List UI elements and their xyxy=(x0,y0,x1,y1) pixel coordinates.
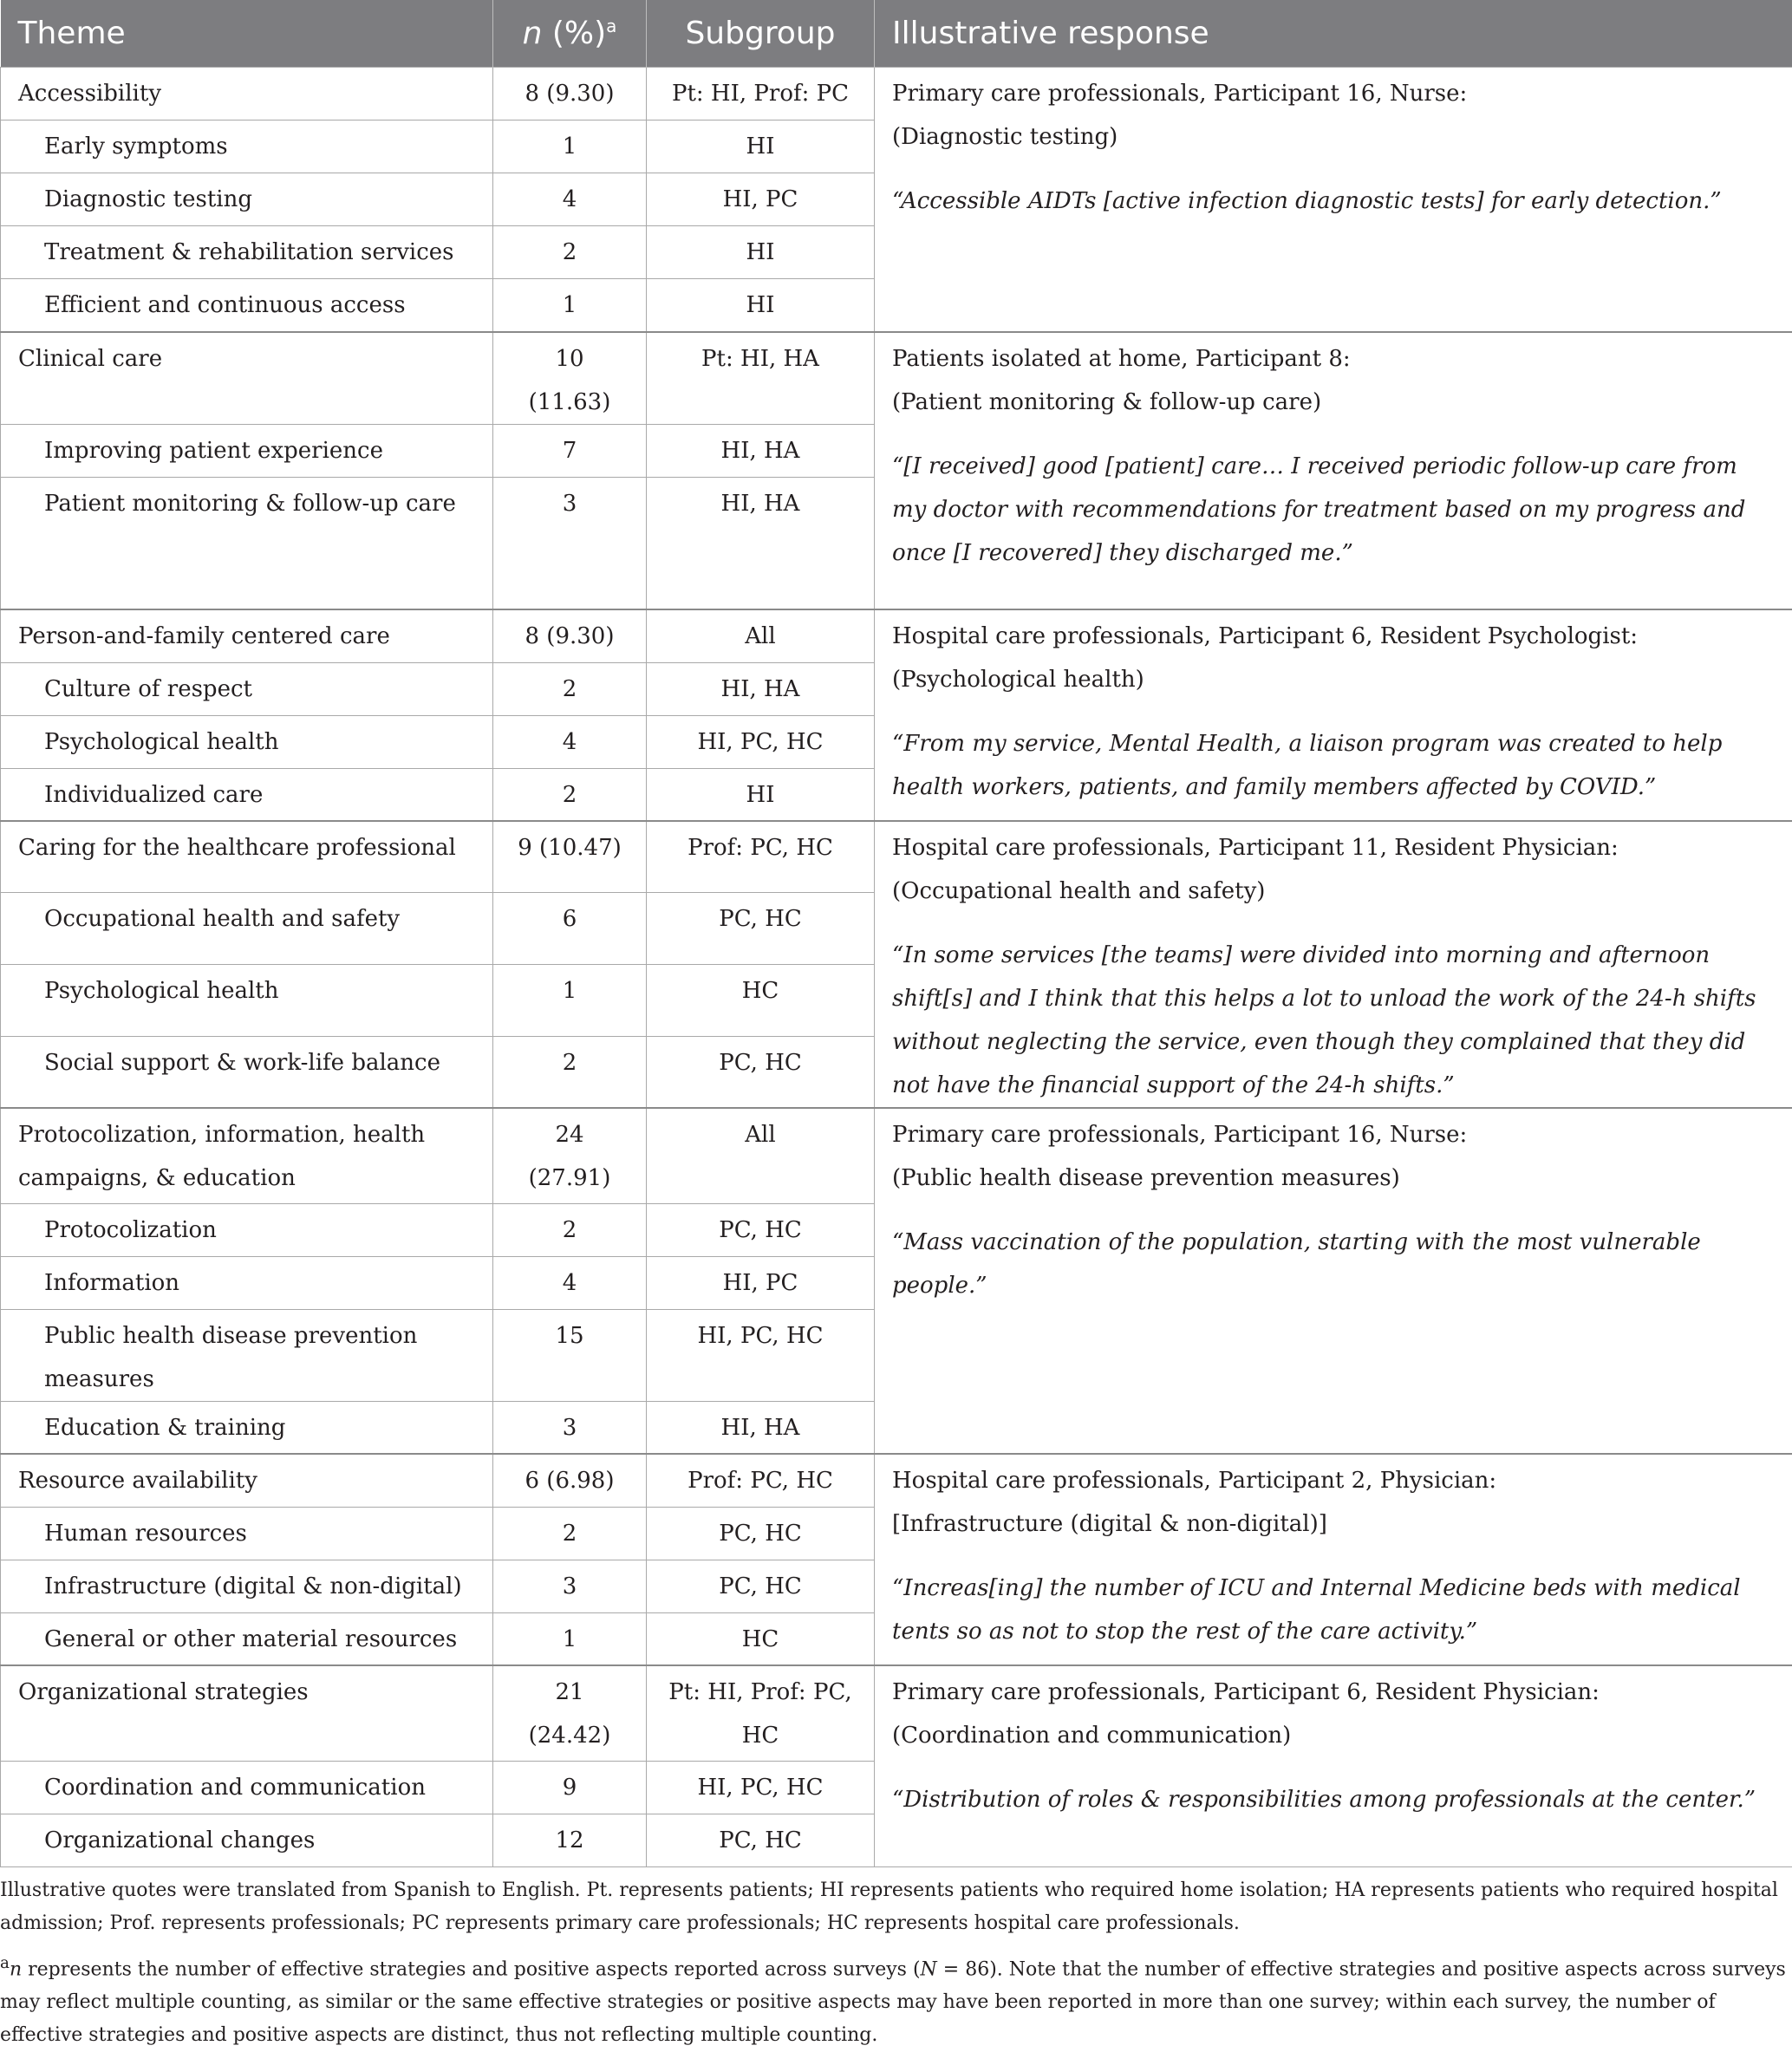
subtheme-subgroup: HC xyxy=(647,965,875,1037)
subtheme-name: Psychological health xyxy=(1,965,493,1037)
theme-name: Caring for the healthcare professional xyxy=(1,821,493,893)
subtheme-n: 2 xyxy=(493,1203,647,1256)
theme-row xyxy=(1,821,1792,893)
theme-n: 10 (11.63) xyxy=(493,332,647,425)
header-n xyxy=(493,0,647,68)
subtheme-name: Occupational health and safety xyxy=(1,893,493,965)
subtheme-subgroup: HI, HA xyxy=(647,1401,875,1454)
theme-subgroup: Pt: HI, HA xyxy=(647,332,875,425)
theme-subgroup: Pt: HI, Prof: PC, HC xyxy=(647,1665,875,1761)
illustrative-response xyxy=(875,1665,1792,1866)
illustrative-response xyxy=(875,68,1792,332)
response-category: (Public health disease prevention measures) xyxy=(892,1156,1775,1200)
theme-name: Person-and-family centered care xyxy=(1,609,493,662)
response-quote: “Mass vaccination of the population, starting with the most vulnerable people.” xyxy=(892,1221,1775,1307)
response-category: (Coordination and communication) xyxy=(892,1714,1775,1757)
subtheme-name: Infrastructure (digital & non-digital) xyxy=(1,1560,493,1612)
subtheme-name: General or other material resources xyxy=(1,1612,493,1665)
subtheme-name: Early symptoms xyxy=(1,121,493,173)
theme-row xyxy=(1,68,1792,121)
subtheme-n: 2 xyxy=(493,662,647,715)
subtheme-n: 15 xyxy=(493,1309,647,1401)
response-source: Patients isolated at home, Participant 8: xyxy=(892,337,1775,381)
subtheme-name: Improving patient experience xyxy=(1,424,493,477)
subtheme-n: 6 xyxy=(493,893,647,965)
subtheme-name: Efficient and continuous access xyxy=(1,279,493,332)
subtheme-name: Information xyxy=(1,1256,493,1309)
header-row xyxy=(1,0,1792,68)
subtheme-name: Individualized care xyxy=(1,768,493,821)
subtheme-name: Coordination and communication xyxy=(1,1761,493,1814)
subtheme-subgroup: PC, HC xyxy=(647,1036,875,1108)
header-subgroup: Subgroup xyxy=(647,0,875,68)
subtheme-n: 2 xyxy=(493,1036,647,1108)
response-source: Hospital care professionals, Participant 11, Resident Physician: xyxy=(892,826,1775,870)
footnote-text-1: represents the number of effective strategies and positive aspects reported across surveys ( xyxy=(22,1958,920,1980)
subtheme-n: 2 xyxy=(493,1507,647,1560)
illustrative-response xyxy=(875,1454,1792,1665)
theme-subgroup: Prof: PC, HC xyxy=(647,821,875,893)
subtheme-name: Diagnostic testing xyxy=(1,173,493,226)
theme-n: 9 (10.47) xyxy=(493,821,647,893)
subtheme-n: 12 xyxy=(493,1814,647,1866)
subtheme-n: 1 xyxy=(493,1612,647,1665)
subtheme-name: Social support & work-life balance xyxy=(1,1036,493,1108)
illustrative-response xyxy=(875,821,1792,1108)
response-category: [Infrastructure (digital & non-digital)] xyxy=(892,1502,1775,1546)
response-source: Primary care professionals, Participant 16, Nurse: xyxy=(892,72,1775,115)
subtheme-subgroup: HI, PC, HC xyxy=(647,715,875,768)
theme-n: 21 (24.42) xyxy=(493,1665,647,1761)
header-response: Illustrative response xyxy=(875,0,1792,68)
response-quote: “[I received] good [patient] care… I received periodic follow-up care from my doctor with recommendations for treatment based on my progress and once [I recovered] they discharged me.” xyxy=(892,445,1775,575)
illustrative-response xyxy=(875,1108,1792,1454)
subtheme-name: Patient monitoring & follow-up care xyxy=(1,477,493,609)
theme-row xyxy=(1,1108,1792,1203)
theme-row xyxy=(1,332,1792,425)
subtheme-subgroup: HI, HA xyxy=(647,477,875,609)
subtheme-name: Psychological health xyxy=(1,715,493,768)
subtheme-n: 3 xyxy=(493,1401,647,1454)
subtheme-subgroup: HI xyxy=(647,768,875,821)
subtheme-n: 4 xyxy=(493,1256,647,1309)
subtheme-n: 9 xyxy=(493,1761,647,1814)
table-body xyxy=(1,68,1792,1867)
response-category: (Occupational health and safety) xyxy=(892,870,1775,913)
response-category: (Patient monitoring & follow-up care) xyxy=(892,381,1775,424)
subtheme-subgroup: HI, HA xyxy=(647,662,875,715)
subtheme-name: Education & training xyxy=(1,1401,493,1454)
theme-n: 24 (27.91) xyxy=(493,1108,647,1203)
theme-name: Accessibility xyxy=(1,68,493,121)
response-quote: “In some services [the teams] were divided into morning and afternoon shift[s] and I think that this helps a lot to unload the work of the 24-h shifts without neglecting the service, even though they complained that they did not have the financial support of the 24-h shifts.” xyxy=(892,934,1775,1107)
header-n-footnote-mark: a xyxy=(606,16,616,36)
subtheme-subgroup: HI xyxy=(647,121,875,173)
illustrative-response xyxy=(875,609,1792,821)
theme-subgroup: Prof: PC, HC xyxy=(647,1454,875,1507)
footnote-text-2: = 86). Note that the number of effective strategies and positive aspects across surveys may reflect multiple counting, as similar or the same effective strategies or positive aspects may have been reported in more than one survey; within each survey, the number of effective strategies and positive aspects are distinct, thus not reflecting multiple counting. xyxy=(0,1958,1786,2046)
theme-n: 8 (9.30) xyxy=(493,609,647,662)
subtheme-subgroup: PC, HC xyxy=(647,1560,875,1612)
theme-row xyxy=(1,609,1792,662)
subtheme-n: 7 xyxy=(493,424,647,477)
theme-n: 8 (9.30) xyxy=(493,68,647,121)
subtheme-subgroup: PC, HC xyxy=(647,1507,875,1560)
theme-name: Resource availability xyxy=(1,1454,493,1507)
theme-row xyxy=(1,1665,1792,1761)
response-quote: “From my service, Mental Health, a liaison program was created to help health workers, patients, and family members affected by COVID.” xyxy=(892,722,1775,809)
response-category: (Psychological health) xyxy=(892,658,1775,701)
table-note-translation: Illustrative quotes were translated from Spanish to English. Pt. represents patients; HI represents patients who required home isolation; HA represents patients who required hospital admission; Prof. represents professionals; PC represents primary care professionals; HC represents hospital care professionals. xyxy=(0,1867,1792,1940)
subtheme-name: Treatment & rehabilitation services xyxy=(1,226,493,279)
header-n-italic: n xyxy=(523,16,543,51)
subtheme-subgroup: HI, HA xyxy=(647,424,875,477)
subtheme-n: 2 xyxy=(493,768,647,821)
theme-n: 6 (6.98) xyxy=(493,1454,647,1507)
theme-subgroup: All xyxy=(647,1108,875,1203)
subtheme-subgroup: HI xyxy=(647,279,875,332)
theme-subgroup: Pt: HI, Prof: PC xyxy=(647,68,875,121)
response-source: Hospital care professionals, Participant 6, Resident Psychologist: xyxy=(892,615,1775,658)
subtheme-n: 3 xyxy=(493,477,647,609)
subtheme-subgroup: PC, HC xyxy=(647,893,875,965)
response-source: Primary care professionals, Participant 6, Resident Physician: xyxy=(892,1671,1775,1714)
header-theme: Theme xyxy=(1,0,493,68)
subtheme-subgroup: HI, PC, HC xyxy=(647,1309,875,1401)
response-source: Primary care professionals, Participant 16, Nurse: xyxy=(892,1113,1775,1156)
response-source: Hospital care professionals, Participant 2, Physician: xyxy=(892,1459,1775,1502)
subtheme-name: Culture of respect xyxy=(1,662,493,715)
theme-name: Organizational strategies xyxy=(1,1665,493,1761)
subtheme-n: 1 xyxy=(493,279,647,332)
subtheme-name: Protocolization xyxy=(1,1203,493,1256)
subtheme-name: Public health disease prevention measures xyxy=(1,1309,493,1401)
theme-subgroup: All xyxy=(647,609,875,662)
theme-name: Clinical care xyxy=(1,332,493,425)
subtheme-n: 1 xyxy=(493,121,647,173)
subtheme-n: 2 xyxy=(493,226,647,279)
subtheme-subgroup: PC, HC xyxy=(647,1814,875,1866)
subtheme-subgroup: HI, PC, HC xyxy=(647,1761,875,1814)
theme-row xyxy=(1,1454,1792,1507)
subtheme-name: Human resources xyxy=(1,1507,493,1560)
table-footnote xyxy=(0,1940,1792,2052)
response-quote: “Accessible AIDTs [active infection diagnostic tests] for early detection.” xyxy=(892,179,1775,223)
illustrative-response xyxy=(875,332,1792,610)
subtheme-subgroup: HI xyxy=(647,226,875,279)
subtheme-n: 1 xyxy=(493,965,647,1037)
footnote-N: N xyxy=(921,1958,937,1980)
response-quote: “Distribution of roles & responsibilities among professionals at the center.” xyxy=(892,1778,1775,1821)
subtheme-subgroup: HI, PC xyxy=(647,173,875,226)
subtheme-name: Organizational changes xyxy=(1,1814,493,1866)
subtheme-n: 3 xyxy=(493,1560,647,1612)
subtheme-n: 4 xyxy=(493,715,647,768)
footnote-n: n xyxy=(10,1958,22,1980)
response-quote: “Increas[ing] the number of ICU and Internal Medicine beds with medical tents so as not to stop the rest of the care activity.” xyxy=(892,1567,1775,1653)
header-n-rest: (%) xyxy=(542,16,606,51)
subtheme-n: 4 xyxy=(493,173,647,226)
response-category: (Diagnostic testing) xyxy=(892,115,1775,159)
subtheme-subgroup: PC, HC xyxy=(647,1203,875,1256)
theme-name: Protocolization, information, health campaigns, & education xyxy=(1,1108,493,1203)
footnote-mark: a xyxy=(0,1954,10,1972)
subtheme-subgroup: HC xyxy=(647,1612,875,1665)
subtheme-subgroup: HI, PC xyxy=(647,1256,875,1309)
